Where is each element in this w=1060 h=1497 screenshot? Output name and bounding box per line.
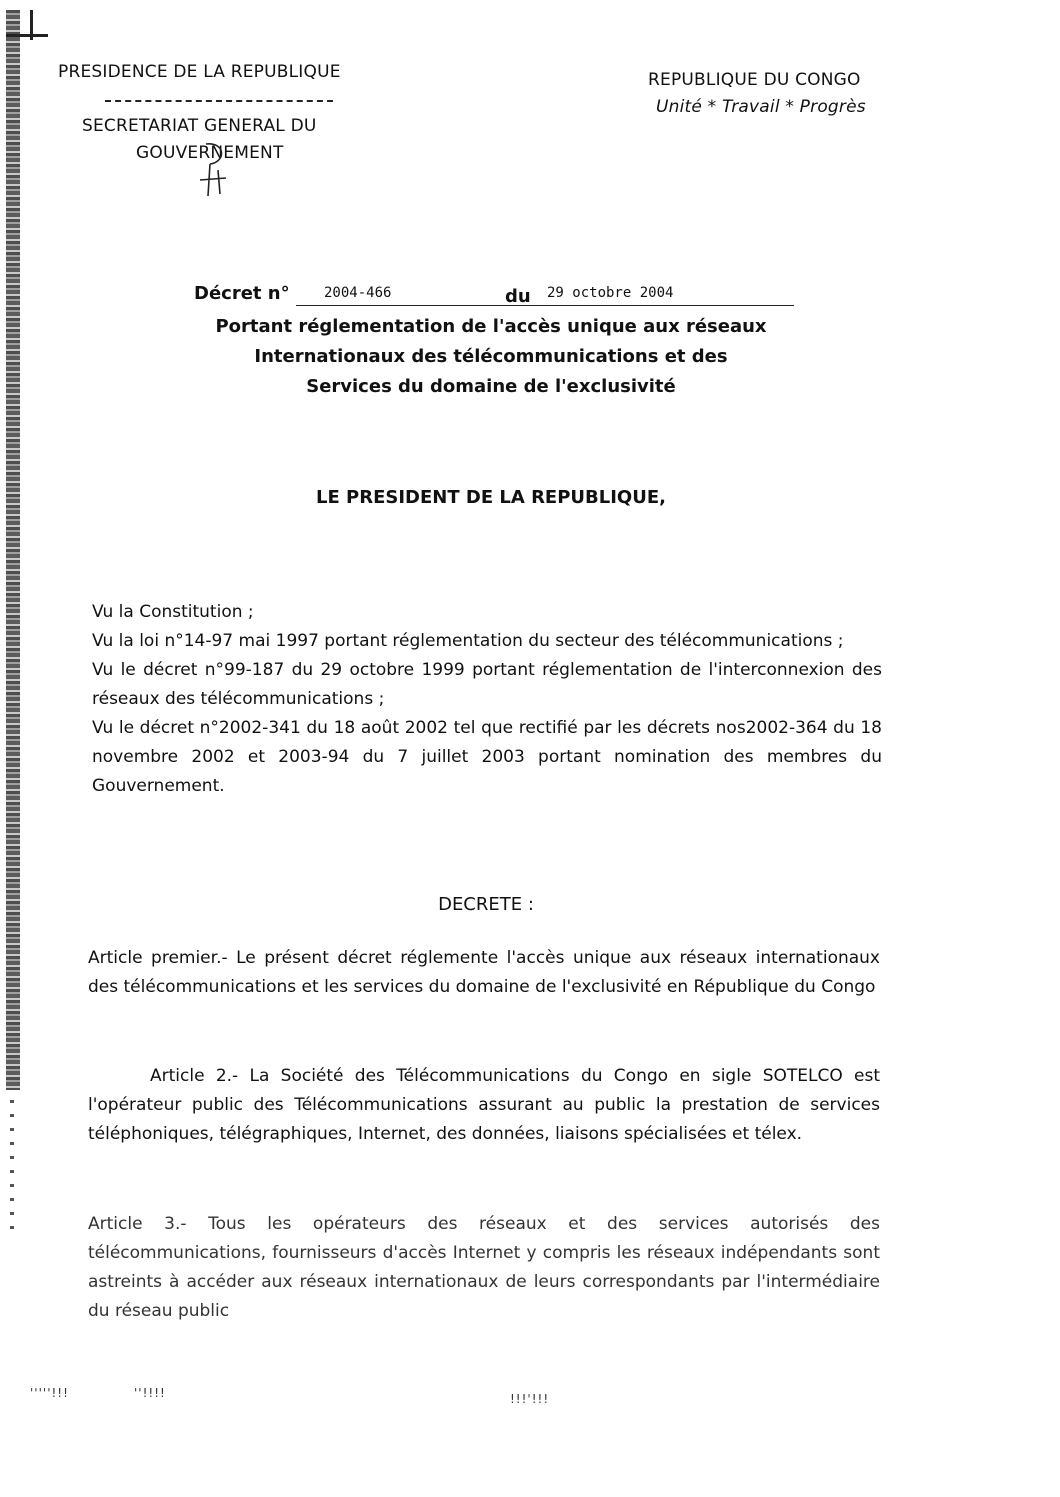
- scan-corner-mark-vertical: [30, 10, 33, 40]
- decree-date-label: du: [505, 286, 531, 307]
- header-gouvernement: GOUVERNEMENT: [136, 143, 284, 163]
- scan-corner-mark: [6, 34, 48, 37]
- handwritten-initial-mark: [196, 140, 232, 200]
- header-presidence: PRESIDENCE DE LA REPUBLIQUE: [58, 62, 341, 82]
- decree-underline: [296, 305, 794, 306]
- president-title: LE PRESIDENT DE LA REPUBLIQUE,: [316, 487, 666, 508]
- decree-subject-line-2: Internationaux des télécommunications et des: [254, 346, 728, 367]
- scan-edge-dots: [10, 1100, 14, 1240]
- visa-decret-2002-341: Vu le décret n°2002-341 du 18 août 2002 tel que rectifié par les décrets nos2002-364 du 18 novembre 2002 et 2003-94 du 7 juillet 2003 portant nomination des membres du Gouvernement.: [92, 718, 882, 796]
- decree-number: 2004-466: [324, 285, 392, 301]
- article-premier: Article premier.- Le présent décret réglemente l'accès unique aux réseaux internationaux des télécommunications et les services du domaine de l'exclusivité en République du Congo: [88, 948, 880, 997]
- footer-mark-2: ''!!!!: [134, 1386, 166, 1400]
- footer-mark-3: !!!'!!!: [510, 1392, 550, 1406]
- decree-subject: [150, 312, 832, 402]
- article-2: Article 2.- La Société des Télécommunications du Congo en sigle SOTELCO est l'opérateur public des Télécommunications assurant au public la prestation de services téléphoniques, télégraphiques, Internet, des données, liaisons spécialisées et télex.: [88, 1066, 880, 1144]
- visa-loi-14-97: Vu la loi n°14-97 mai 1997 portant réglementation du secteur des télécommunications ;: [92, 631, 844, 651]
- header-motto: Unité * Travail * Progrès: [656, 97, 866, 117]
- decrete-heading: DECRETE :: [438, 894, 534, 915]
- visa-constitution: Vu la Constitution ;: [92, 602, 254, 622]
- visa-decret-99-187: Vu le décret n°99-187 du 29 octobre 1999 portant réglementation de l'interconnexion des réseaux des télécommunications ;: [92, 660, 882, 709]
- header-republique: REPUBLIQUE DU CONGO: [648, 70, 861, 90]
- scan-edge-artifact: [6, 10, 20, 1090]
- header-dash-separator: [105, 100, 333, 102]
- decree-label: Décret n°: [194, 283, 290, 304]
- decree-subject-line-3: Services du domaine de l'exclusivité: [306, 376, 676, 397]
- decree-subject-line-1: Portant réglementation de l'accès unique aux réseaux: [215, 316, 767, 337]
- decree-date: 29 octobre 2004: [547, 285, 674, 301]
- footer-mark-1: '''''!!!: [30, 1386, 69, 1400]
- visas-section: [92, 598, 882, 801]
- header-secretariat: SECRETARIAT GENERAL DU: [82, 116, 317, 136]
- article-3: Article 3.- Tous les opérateurs des réseaux et des services autorisés des télécommunications, fournisseurs d'accès Internet y compris les réseaux indépendants sont astreints à accéder aux réseaux internationaux de leurs correspondants par l'intermédiaire du réseau public: [88, 1214, 880, 1321]
